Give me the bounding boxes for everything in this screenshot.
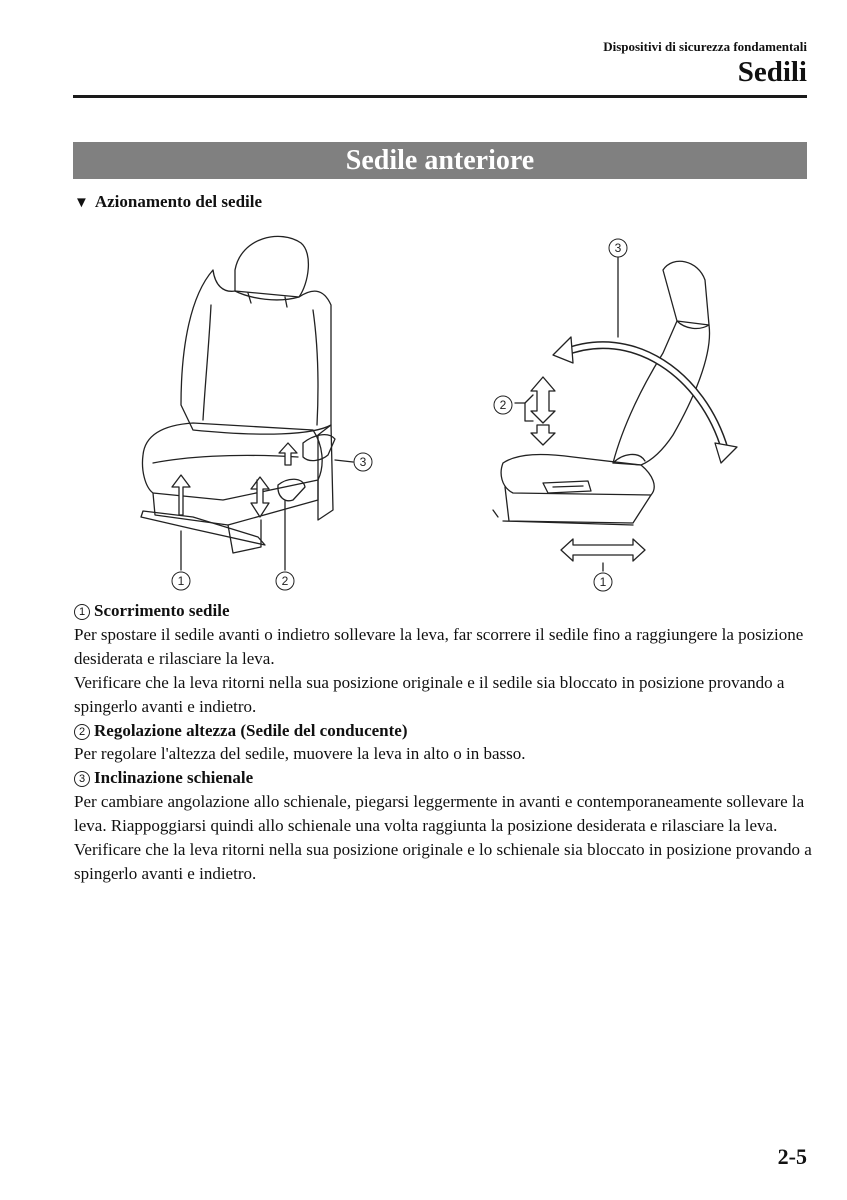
- running-header-section: Dispositivi di sicurezza fondamentali: [603, 39, 807, 54]
- circled-number-1: 1: [74, 604, 90, 620]
- item-paragraph: Verificare che la leva ritorni nella sua posizione originale e lo schienale sia bloccato in posizione provando a spingerlo avanti e indietro.: [74, 840, 812, 883]
- item-heading: [74, 719, 814, 743]
- subheading-text: Azionamento del sedile: [94, 192, 263, 211]
- running-header-title: Sedili: [737, 56, 807, 88]
- item-title: Scorrimento sedile: [94, 601, 230, 620]
- item-heading: [74, 599, 814, 623]
- item-paragraph: Per spostare il sedile avanti o indietro sollevare la leva, far scorrere il sedile fino a raggiungere la posizione desiderata e rilasciare la leva.: [74, 624, 804, 668]
- callout-3-left: 3: [359, 455, 367, 469]
- circled-number-3: 3: [74, 771, 90, 787]
- callout-1-right: 1: [599, 575, 607, 589]
- body-text: [74, 599, 814, 886]
- callout-2-left: 2: [281, 574, 289, 588]
- side-seat-drawing: [493, 257, 737, 571]
- triangle-marker-icon: ▼: [74, 195, 89, 211]
- header-rule: [73, 95, 807, 98]
- callout-1-left: 1: [177, 574, 185, 588]
- item-paragraph: Per cambiare angolazione allo schienale, piegarsi leggermente in avanti e contemporaneamente sollevare la leva. Riappoggiarsi quindi allo schienale una volta raggiunta la posizione desiderata e rilasciare la leva.: [74, 792, 805, 836]
- section-banner: Sedile anteriore: [73, 142, 807, 179]
- callout-2-right: 2: [499, 398, 507, 412]
- seat-illustration: [73, 225, 807, 597]
- page-number: 2-5: [777, 1144, 807, 1169]
- subheading: [74, 192, 262, 212]
- item-heading: [74, 766, 814, 790]
- item-title: Regolazione altezza (Sedile del conducente): [94, 720, 408, 740]
- callout-3-right: 3: [614, 241, 622, 255]
- item-paragraph: Per regolare l'altezza del sedile, muovere la leva in alto o in basso.: [74, 744, 526, 764]
- front-seat-drawing: [141, 236, 353, 570]
- item-title: Inclinazione schienale: [94, 768, 254, 788]
- item-paragraph: Verificare che la leva ritorni nella sua posizione originale e il sedile sia bloccato in posizione provando a spingerlo avanti e indietro.: [74, 672, 785, 716]
- circled-number-2: 2: [74, 724, 90, 740]
